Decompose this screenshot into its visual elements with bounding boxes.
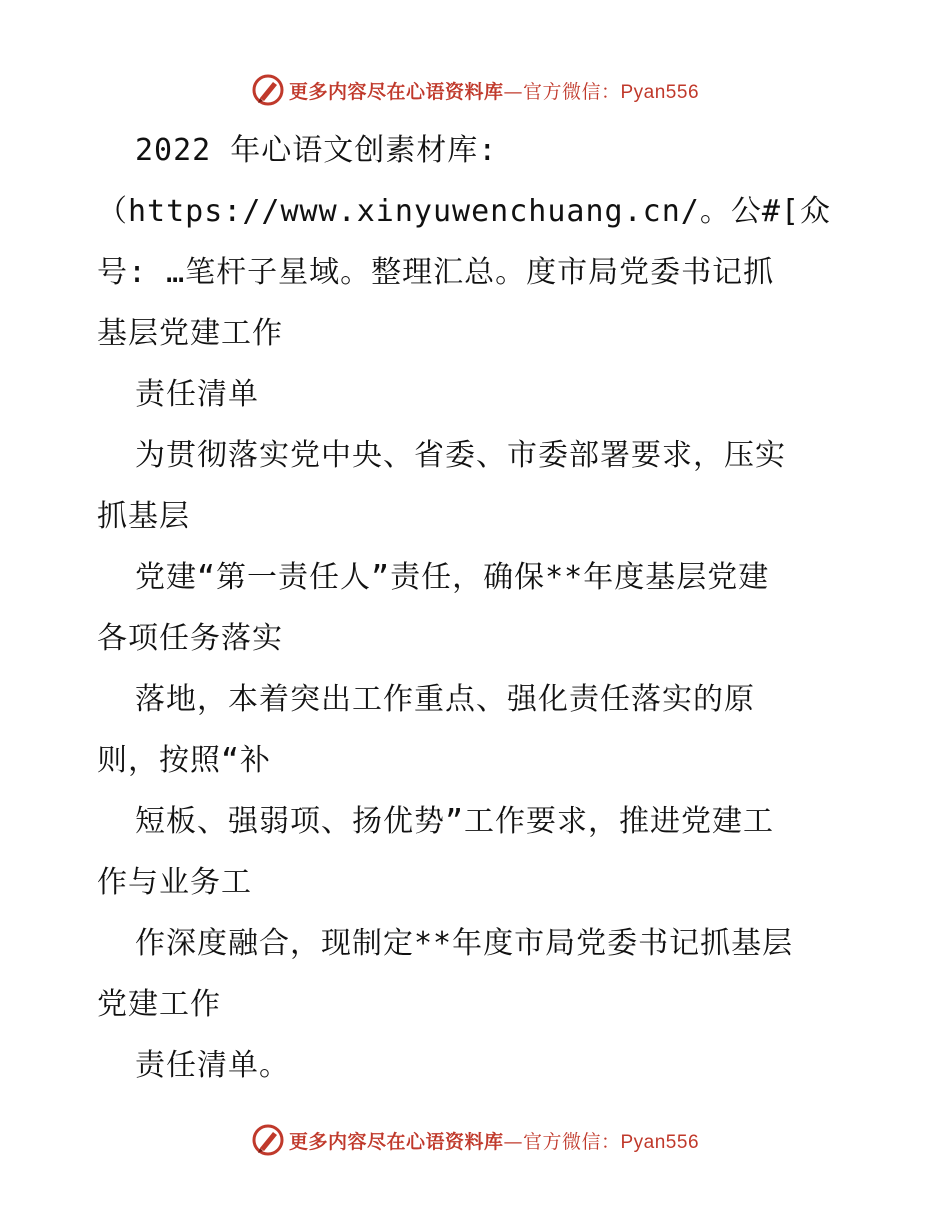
doc-line: 为贯彻落实党中央、省委、市委部署要求，压实	[135, 438, 786, 473]
doc-line: 作与业务工	[97, 865, 252, 900]
doc-line-url: （https://www.xinyuwenchuang.cn/。公#[众	[97, 194, 831, 229]
pen-circle-logo-icon	[251, 73, 285, 107]
doc-line: 基层党建工作	[97, 316, 283, 351]
doc-line: 作深度融合，现制定**年度市局党委书记抓基层	[135, 926, 794, 961]
footer-banner-text	[289, 1127, 699, 1154]
header-banner-official: 官方微信：	[522, 80, 621, 103]
pen-circle-logo-icon	[251, 1123, 285, 1157]
footer-banner-official: 官方微信：	[522, 1130, 621, 1153]
footer-banner	[0, 1120, 950, 1160]
doc-line: 党建“第一责任人”责任，确保**年度基层党建	[135, 560, 770, 595]
header-banner-dash: —	[503, 80, 523, 103]
doc-line: 党建工作	[97, 987, 221, 1022]
header-banner-text	[289, 77, 699, 104]
doc-line: 各项任务落实	[97, 621, 283, 656]
footer-banner-dash: —	[503, 1130, 523, 1153]
header-banner-wechat-id: Pyan556	[620, 81, 700, 103]
footer-banner-wechat-id: Pyan556	[620, 1131, 700, 1153]
doc-line-heading: 责任清单	[135, 377, 259, 412]
header-banner-main: 更多内容尽在心语资料库	[288, 80, 504, 103]
doc-line: 则，按照“补	[97, 743, 272, 778]
header-banner	[0, 70, 950, 110]
doc-line: 抓基层	[97, 499, 190, 534]
doc-line-title: 2022 年心语文创素材库:	[135, 133, 498, 168]
doc-line: 短板、强弱项、扬优势”工作要求，推进党建工	[135, 804, 775, 839]
document-body	[97, 120, 857, 1096]
doc-line: 责任清单。	[135, 1048, 290, 1083]
footer-banner-main: 更多内容尽在心语资料库	[288, 1130, 504, 1153]
doc-line: 落地，本着突出工作重点、强化责任落实的原	[135, 682, 755, 717]
doc-line: 号: …笔杆子星域。整理汇总。度市局党委书记抓	[97, 255, 775, 290]
